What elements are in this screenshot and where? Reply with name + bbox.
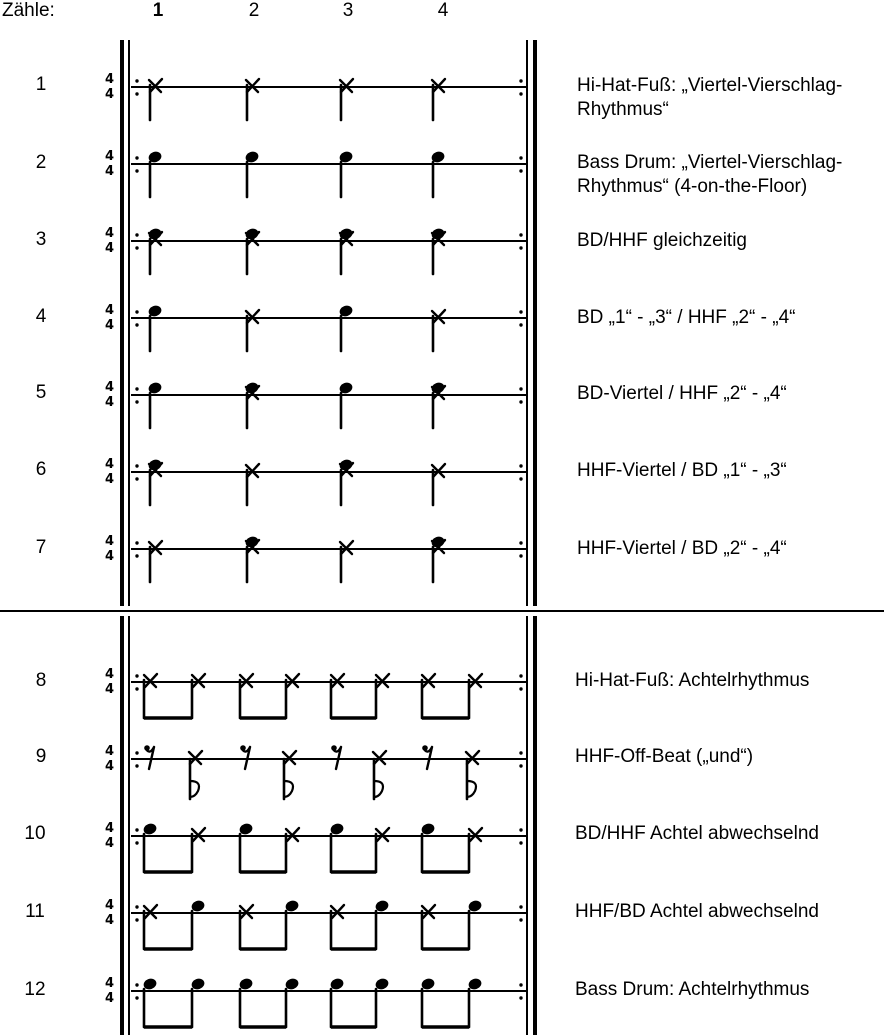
row-description: HHF-Off-Beat („und“) [575,746,754,767]
row-number: 3 [35,229,47,250]
repeat-dot [135,751,138,754]
time-signature-bottom: 4 [105,759,115,774]
repeat-dot [519,477,522,480]
hihat-foot-note [422,905,435,918]
repeat-dot [519,233,522,236]
row-number: 10 [24,823,46,844]
repeat-dot [519,674,522,677]
hihat-foot-note [469,674,482,687]
note-flag [284,781,293,797]
row-number: 12 [24,979,46,1000]
time-signature-top: 4 [105,457,115,472]
repeat-dot [135,841,138,844]
repeat-dot [135,905,138,908]
repeat-dot [519,918,522,921]
hihat-foot-note [331,674,344,687]
time-signature-bottom: 4 [105,241,115,256]
beat-label-1: 1 [152,0,164,21]
repeat-dot [135,554,138,557]
repeat-dot [519,541,522,544]
hihat-foot-note [469,828,482,841]
repeat-dot [519,983,522,986]
repeat-dot [519,79,522,82]
repeat-dot [135,541,138,544]
time-signature-top: 4 [105,667,115,682]
time-signature-top: 4 [105,821,115,836]
time-signature-bottom: 4 [105,836,115,851]
row-description: HHF-Viertel / BD „2“ - „4“ [577,538,787,559]
row-description: Bass Drum: „Viertel-Vierschlag- Rhythmus“ (4-on-the-Floor) [577,152,843,197]
note-flag [374,781,383,797]
repeat-dot [519,169,522,172]
eighth-rest-dot [331,745,337,751]
row-number: 6 [35,459,47,480]
hihat-foot-note [286,828,299,841]
row-description: BD/HHF gleichzeitig [577,230,747,251]
repeat-dot [135,477,138,480]
repeat-dot [519,554,522,557]
hihat-foot-note [376,828,389,841]
time-signature-bottom: 4 [105,318,115,333]
hihat-foot-note [144,674,157,687]
time-signature-top: 4 [105,534,115,549]
beat-label-3: 3 [342,0,354,21]
hihat-foot-note [422,674,435,687]
beat-label-2: 2 [248,0,260,21]
repeat-dot [135,79,138,82]
row-number: 5 [35,382,47,403]
beat-label-4: 4 [437,0,449,21]
repeat-dot [519,996,522,999]
time-signature-top: 4 [105,303,115,318]
note-flag [190,781,199,797]
row-number: 8 [35,670,47,691]
note-marks [142,79,483,1027]
bar-lines [122,40,535,1035]
repeat-dot [135,464,138,467]
repeat-dot [135,169,138,172]
repeat-dot [519,687,522,690]
time-signature-bottom: 4 [105,472,115,487]
time-signature-top: 4 [105,226,115,241]
time-signature-bottom: 4 [105,682,115,697]
repeat-dot [135,310,138,313]
row-description: BD-Viertel / HHF „2“ - „4“ [577,383,787,404]
count-label: Zähle: [2,0,55,21]
row-number: 2 [35,152,47,173]
repeat-dot [135,983,138,986]
row-description: Hi-Hat-Fuß: Achtelrhythmus [575,670,810,691]
time-signature-top: 4 [105,744,115,759]
repeat-dot [135,156,138,159]
time-signature-top: 4 [105,149,115,164]
time-signature-top: 4 [105,380,115,395]
time-signature-top: 4 [105,72,115,87]
hihat-foot-note [240,674,253,687]
repeat-dot [519,310,522,313]
hihat-foot-note [331,905,344,918]
repeat-dot [135,918,138,921]
time-signature-bottom: 4 [105,913,115,928]
row-number: 7 [35,537,47,558]
repeat-dot [519,764,522,767]
repeat-dot [135,323,138,326]
row-number: 4 [35,306,47,327]
time-signature-bottom: 4 [105,991,115,1006]
repeat-dot [519,841,522,844]
repeat-dot [519,400,522,403]
hihat-foot-note [144,905,157,918]
repeat-dot [135,246,138,249]
repeat-dot [135,674,138,677]
row-description: HHF-Viertel / BD „1“ - „3“ [577,460,787,481]
repeat-dot [135,233,138,236]
row-description: HHF/BD Achtel abwechselnd [575,901,819,922]
hihat-foot-note [240,905,253,918]
repeat-dot [519,905,522,908]
hihat-foot-note [192,828,205,841]
time-signature-bottom: 4 [105,549,115,564]
staff-lines [105,72,527,1006]
repeat-dot [135,687,138,690]
time-signature-bottom: 4 [105,395,115,410]
hihat-foot-note [376,674,389,687]
eighth-rest-dot [422,745,428,751]
time-signature-bottom: 4 [105,164,115,179]
row-number: 1 [35,74,47,95]
repeat-dot [135,92,138,95]
repeat-dot [519,246,522,249]
eighth-rest-dot [144,745,150,751]
repeat-dot [519,323,522,326]
repeat-dot [135,400,138,403]
row-description: BD „1“ - „3“ / HHF „2“ - „4“ [577,307,796,328]
repeat-dot [519,92,522,95]
eighth-rest-dot [240,745,246,751]
repeat-dot [519,464,522,467]
row-number: 11 [25,901,45,922]
repeat-dot [519,828,522,831]
repeat-dot [519,387,522,390]
note-flag [467,781,476,797]
repeat-dot [135,996,138,999]
row-description: Bass Drum: Achtelrhythmus [575,979,810,1000]
repeat-dot [519,751,522,754]
hihat-foot-note [286,674,299,687]
time-signature-top: 4 [105,898,115,913]
repeat-dot [519,156,522,159]
hihat-foot-note [192,674,205,687]
row-number: 9 [35,746,47,767]
repeat-dot [135,764,138,767]
row-description: Hi-Hat-Fuß: „Viertel-Vierschlag- Rhythmus“ [577,75,843,120]
time-signature-bottom: 4 [105,87,115,102]
repeat-dot [135,828,138,831]
time-signature-top: 4 [105,976,115,991]
repeat-dot [135,387,138,390]
row-description: BD/HHF Achtel abwechselnd [575,823,819,844]
